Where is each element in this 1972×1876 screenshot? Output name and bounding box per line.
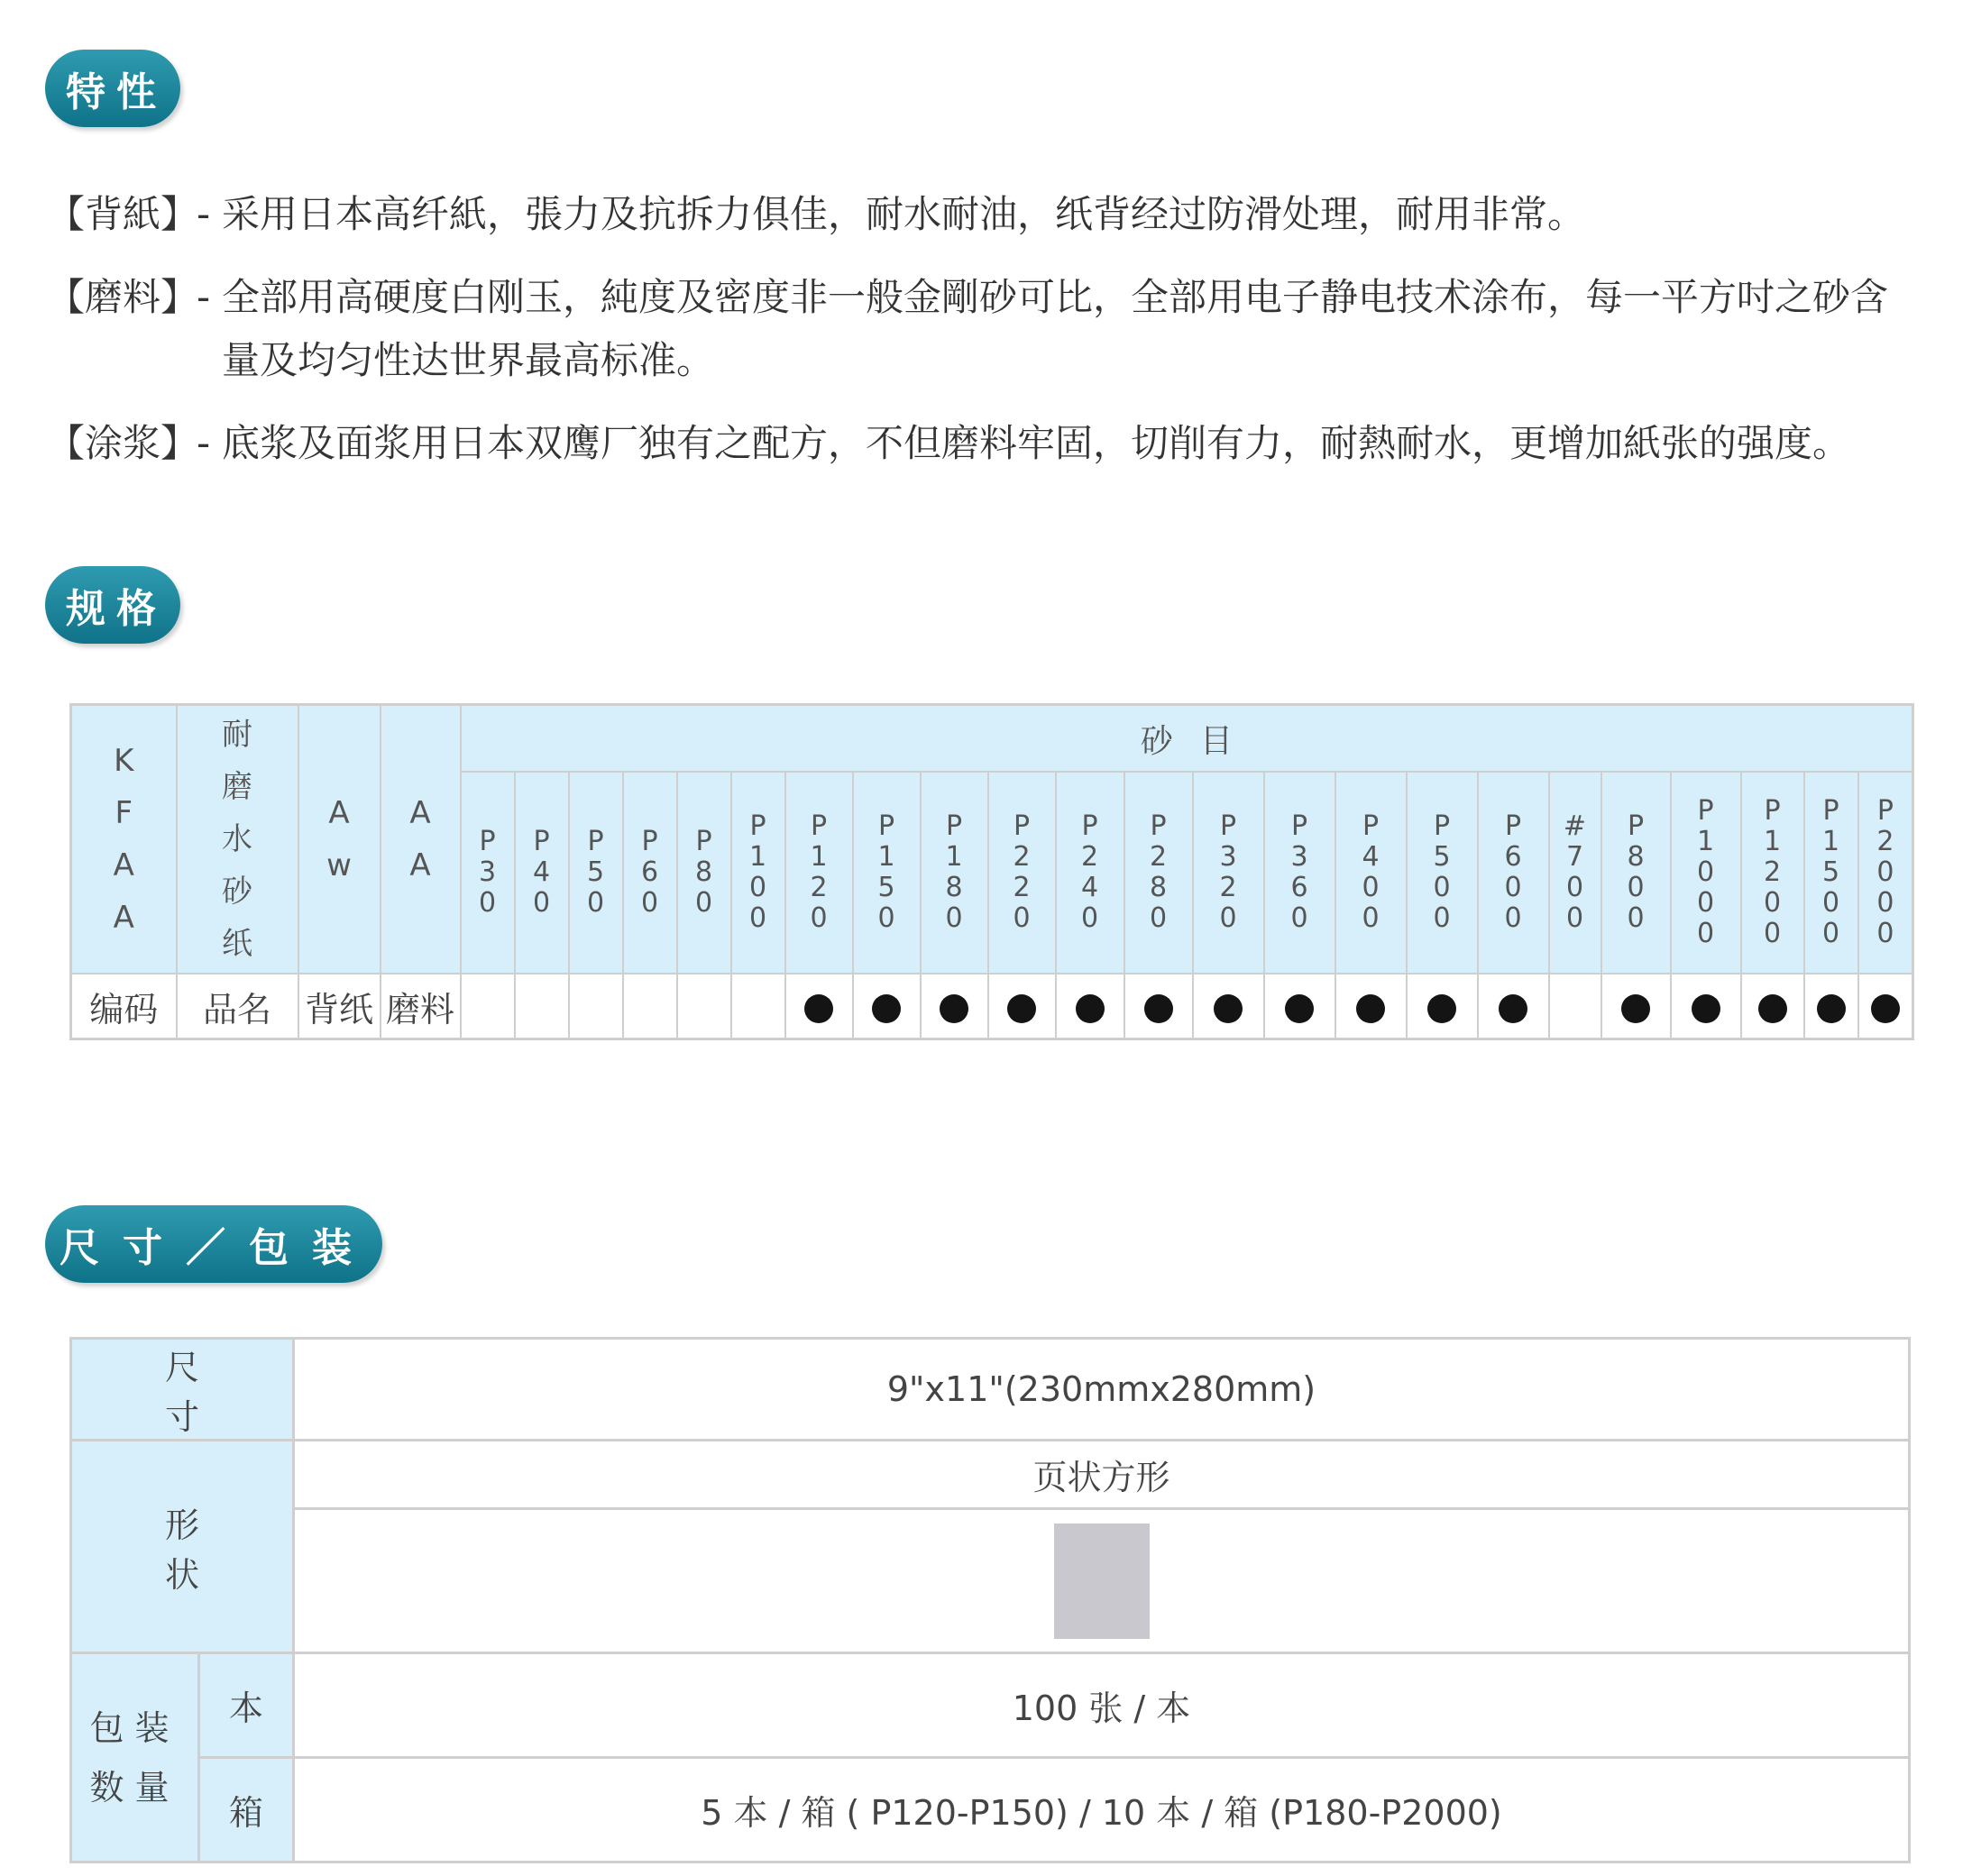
available-dot-icon (1144, 994, 1173, 1023)
col-head-product: 耐 磨 水 砂 纸 (177, 705, 298, 975)
grit-header: P 2 8 0 (1124, 772, 1193, 974)
grit-availability-cell (677, 974, 731, 1039)
sheet-shape-icon (1054, 1524, 1150, 1639)
feature-label: 【磨料】 (47, 275, 199, 319)
grit-header: P 2 0 0 0 (1858, 772, 1913, 974)
spec-table (69, 703, 1914, 1040)
book-value: 100 张 / 本 (294, 1653, 1910, 1758)
grit-category-header: 砂目 (461, 705, 1913, 773)
available-dot-icon (1007, 994, 1036, 1023)
available-dot-icon (1214, 994, 1243, 1023)
feature-label: 【涂浆】 (47, 421, 199, 465)
grit-availability-cell (731, 974, 785, 1039)
grit-header: P 1 2 0 (785, 772, 853, 974)
size-label: 尺寸 (71, 1339, 294, 1441)
grit-availability-cell (1124, 974, 1193, 1039)
box-label: 箱 (199, 1758, 294, 1862)
grit-header: P 1 5 0 (853, 772, 921, 974)
grit-availability-cell (1549, 974, 1601, 1039)
available-dot-icon (1076, 994, 1105, 1023)
grit-header: P 4 0 0 (1335, 772, 1407, 974)
available-dot-icon (940, 994, 968, 1023)
size-table (69, 1337, 1911, 1863)
grit-header: P 1 2 0 0 (1741, 772, 1804, 974)
grit-availability-cell (921, 974, 988, 1039)
spec-section-title: 规格 (45, 566, 180, 644)
grit-availability-cell (853, 974, 921, 1039)
grit-header: P 1 8 0 (921, 772, 988, 974)
grit-availability-cell (515, 974, 569, 1039)
grit-availability-cell (988, 974, 1056, 1039)
grit-availability-cell (1335, 974, 1407, 1039)
feature-text: 全部用高硬度白刚玉，純度及密度非一般金剛砂可比，全部用电子静电技术涂布，每一平方吋之砂含量及均匀性达世界最高标准。 (222, 275, 1889, 382)
available-dot-icon (804, 994, 833, 1023)
feature-coating (47, 412, 1922, 475)
grit-availability-cell (1804, 974, 1858, 1039)
col-head-abrasive: A A (381, 705, 461, 975)
grit-header: P 1 0 0 (731, 772, 785, 974)
grit-availability-cell (785, 974, 853, 1039)
available-dot-icon (1692, 994, 1720, 1023)
grit-availability-cell (1671, 974, 1741, 1039)
size-value: 9"x11"(230mmx280mm) (294, 1339, 1910, 1441)
available-dot-icon (1621, 994, 1650, 1023)
col-head-backing: A w (298, 705, 381, 975)
available-dot-icon (1758, 994, 1787, 1023)
grit-availability-cell (1056, 974, 1124, 1039)
row-label-code: 编码 (71, 974, 177, 1039)
grit-availability-cell (569, 974, 623, 1039)
grit-availability-cell (623, 974, 677, 1039)
col-head-code: K F A A (71, 705, 177, 975)
grit-header: P 6 0 0 (1478, 772, 1549, 974)
available-dot-icon (1285, 994, 1314, 1023)
grit-header: P 2 4 0 (1056, 772, 1124, 974)
feature-dash: - (197, 421, 211, 465)
feature-backing (47, 183, 1922, 246)
grit-header: P 5 0 (569, 772, 623, 974)
grit-header: # 7 0 0 (1549, 772, 1601, 974)
grit-header: P 8 0 0 (1601, 772, 1671, 974)
book-label: 本 (199, 1653, 294, 1758)
available-dot-icon (872, 994, 901, 1023)
features-section-title: 特性 (45, 50, 180, 127)
grit-availability-cell (461, 974, 515, 1039)
pack-label-line1: 包装 (89, 1707, 180, 1748)
feature-dash: - (197, 192, 211, 236)
available-dot-icon (1871, 994, 1900, 1023)
row-label-abrasive: 磨料 (381, 974, 461, 1039)
grit-availability-cell (1193, 974, 1264, 1039)
feature-abrasive (47, 266, 1922, 392)
available-dot-icon (1499, 994, 1527, 1023)
available-dot-icon (1817, 994, 1846, 1023)
grit-availability-cell (1264, 974, 1335, 1039)
row-label-product: 品名 (177, 974, 298, 1039)
feature-dash: - (197, 275, 211, 319)
available-dot-icon (1427, 994, 1456, 1023)
grit-header: P 3 0 (461, 772, 515, 974)
grit-header: P 1 0 0 0 (1671, 772, 1741, 974)
grit-header: P 4 0 (515, 772, 569, 974)
grit-availability-cell (1741, 974, 1804, 1039)
grit-header: P 3 6 0 (1264, 772, 1335, 974)
feature-text: 底浆及面浆用日本双鹰厂独有之配方，不但磨料牢固，切削有力，耐熱耐水，更增加紙张的强度。 (222, 421, 1851, 465)
pack-label-line2: 数量 (89, 1767, 180, 1807)
row-label-backing: 背纸 (298, 974, 381, 1039)
grit-header: P 1 5 0 0 (1804, 772, 1858, 974)
grit-header: P 8 0 (677, 772, 731, 974)
feature-label: 【背紙】 (47, 192, 199, 236)
box-value: 5 本 / 箱 ( P120-P150) / 10 本 / 箱 (P180-P2000) (294, 1758, 1910, 1862)
grit-header: P 6 0 (623, 772, 677, 974)
size-section-title: 尺寸／包装 (45, 1205, 382, 1283)
grit-availability-cell (1858, 974, 1913, 1039)
feature-text: 采用日本高纤紙，張力及抗拆力俱佳，耐水耐油，纸背经过防滑处理，耐用非常。 (222, 192, 1586, 236)
grit-header: P 3 2 0 (1193, 772, 1264, 974)
shape-value: 页状方形 (294, 1441, 1910, 1509)
grit-header: P 5 0 0 (1407, 772, 1478, 974)
available-dot-icon (1356, 994, 1385, 1023)
grit-availability-cell (1478, 974, 1549, 1039)
shape-label: 形状 (71, 1441, 294, 1653)
grit-availability-cell (1407, 974, 1478, 1039)
shape-illustration-cell (294, 1509, 1910, 1653)
grit-availability-cell (1601, 974, 1671, 1039)
grit-header: P 2 2 0 (988, 772, 1056, 974)
pack-quantity-label (71, 1653, 199, 1862)
